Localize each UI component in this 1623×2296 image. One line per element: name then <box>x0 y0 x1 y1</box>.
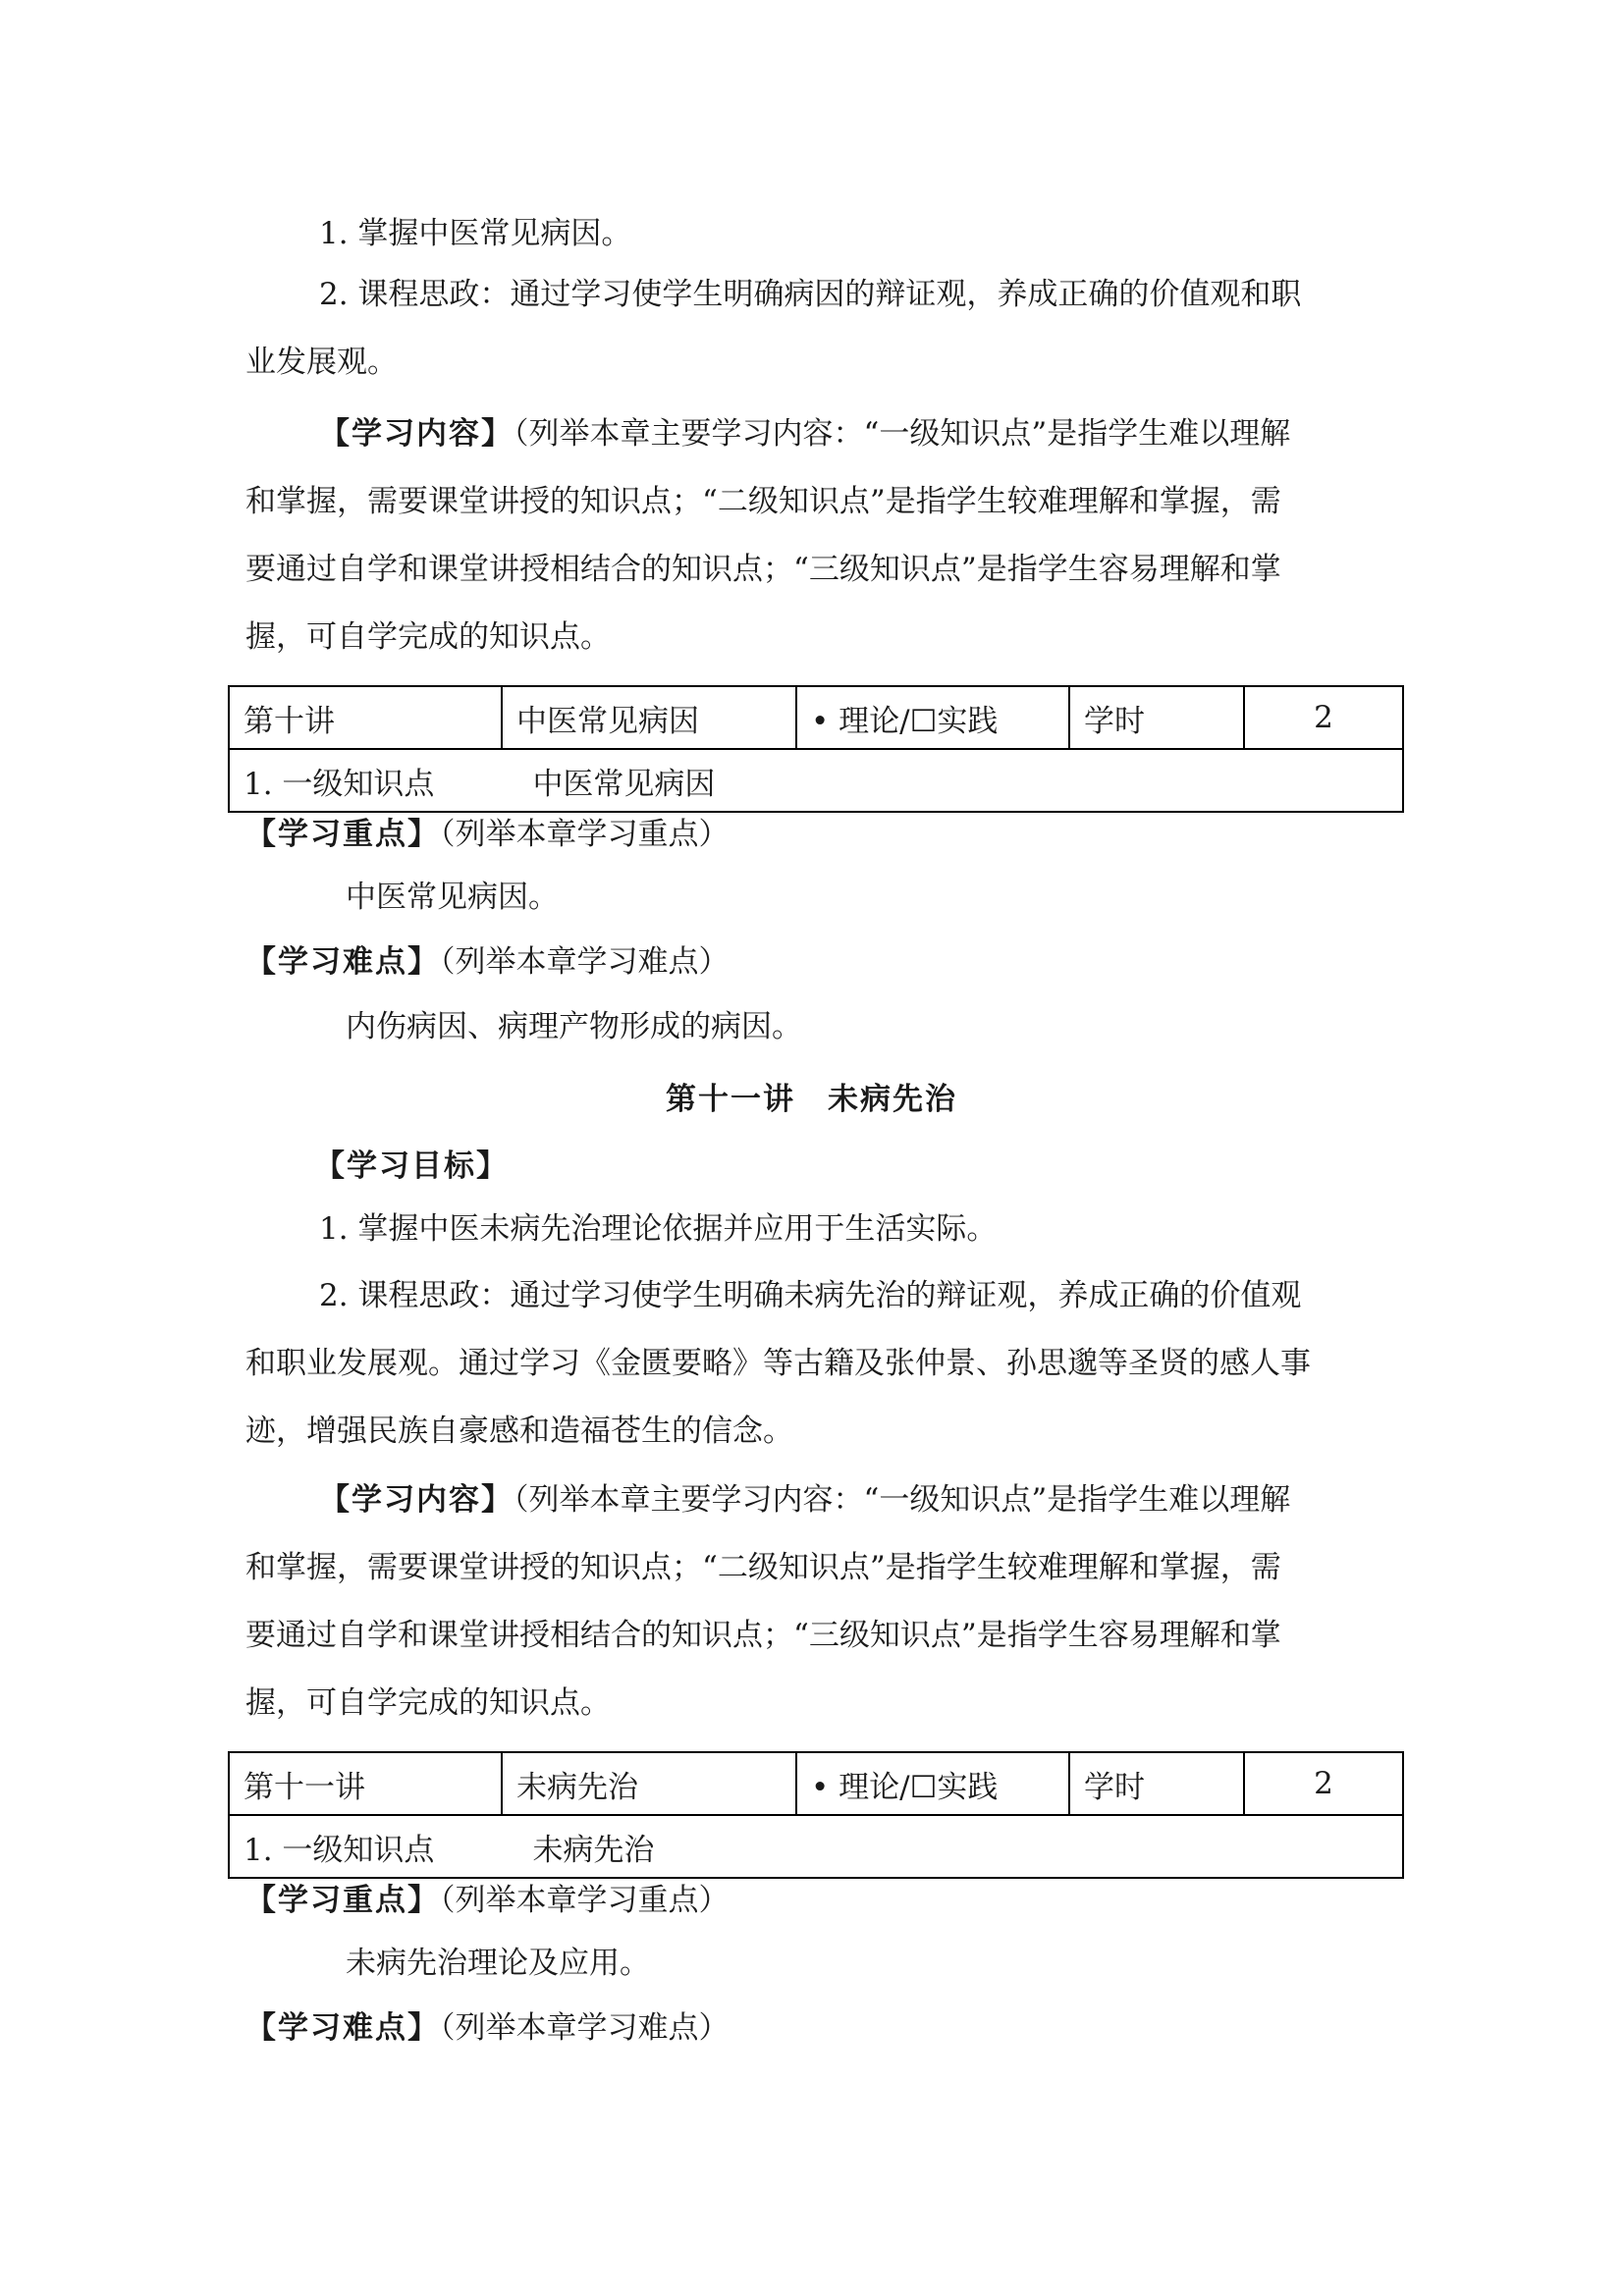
difficult-text-a: 内伤病因、病理产物形成的病因。 <box>346 1009 802 1044</box>
topic-cell: 未病先治 <box>502 1752 796 1815</box>
focus-heading-b: 【学习重点】（列举本章学习重点） <box>245 1883 730 1918</box>
knowledge-point-cell: 1. 一级知识点 中医常见病因 <box>229 749 1403 812</box>
difficult-heading-b: 【学习难点】（列举本章学习难点） <box>245 2010 730 2046</box>
hours-cell: 2 <box>1244 686 1403 749</box>
type-cell: • 理论/☐实践 <box>796 686 1069 749</box>
content-heading: 【学习内容】 <box>319 1482 514 1518</box>
type-cell: • 理论/☐实践 <box>796 1752 1069 1815</box>
lecture-cell: 第十一讲 <box>229 1752 502 1815</box>
objective-item-2-b: 2. 课程思政：通过学习使学生明确未病先治的辩证观，养成正确的价值观 和职业发展观。通过学习《金匮要略》等古籍及张仲景、孙思邈等圣贤的感人事 迹，增强民族自豪感和造福苍生的信念。 <box>245 1278 1311 1449</box>
difficult-heading-a: 【学习难点】（列举本章学习难点） <box>245 944 730 980</box>
knowledge-point-cell: 1. 一级知识点 未病先治 <box>229 1815 1403 1878</box>
content-heading: 【学习内容】 <box>319 416 514 452</box>
table-row <box>229 686 1403 749</box>
objective-item-1: 1. 掌握中医常见病因。 <box>319 216 632 251</box>
lecture-table-11 <box>228 1751 1404 1879</box>
table-row <box>229 1752 1403 1815</box>
objective-item-2: 2. 课程思政：通过学习使学生明确病因的辩证观，养成正确的价值观和职 业发展观。 <box>245 277 1302 380</box>
focus-heading-a: 【学习重点】（列举本章学习重点） <box>245 817 730 852</box>
topic-cell: 中医常见病因 <box>502 686 796 749</box>
focus-text-b: 未病先治理论及应用。 <box>346 1946 650 1981</box>
hours-label-cell: 学时 <box>1069 686 1244 749</box>
goal-heading: 【学习目标】 <box>314 1148 509 1184</box>
table-row <box>229 749 1403 812</box>
lecture-table-10 <box>228 685 1404 813</box>
content-paragraph-a: 【学习内容】（列举本章主要学习内容：“一级知识点”是指学生难以理解 和掌握，需要课堂讲授的知识点；“二级知识点”是指学生较难理解和掌握，需 要通过自学和课堂讲授相结合的知识点；“三级知识点”是指学生容易理解和掌 握，可自学完成的知识点。 <box>245 416 1291 655</box>
focus-text-a: 中医常见病因。 <box>346 880 559 915</box>
table-row <box>229 1815 1403 1878</box>
lecture-title: 第十一讲 未病先治 <box>666 1082 957 1117</box>
hours-cell: 2 <box>1244 1752 1403 1815</box>
hours-label-cell: 学时 <box>1069 1752 1244 1815</box>
content-paragraph-b: 【学习内容】（列举本章主要学习内容：“一级知识点”是指学生难以理解 和掌握，需要课堂讲授的知识点；“二级知识点”是指学生较难理解和掌握，需 要通过自学和课堂讲授相结合的知识点；“三级知识点”是指学生容易理解和掌 握，可自学完成的知识点。 <box>245 1482 1291 1721</box>
objective-item-1-b: 1. 掌握中医未病先治理论依据并应用于生活实际。 <box>319 1211 998 1247</box>
lecture-cell: 第十讲 <box>229 686 502 749</box>
